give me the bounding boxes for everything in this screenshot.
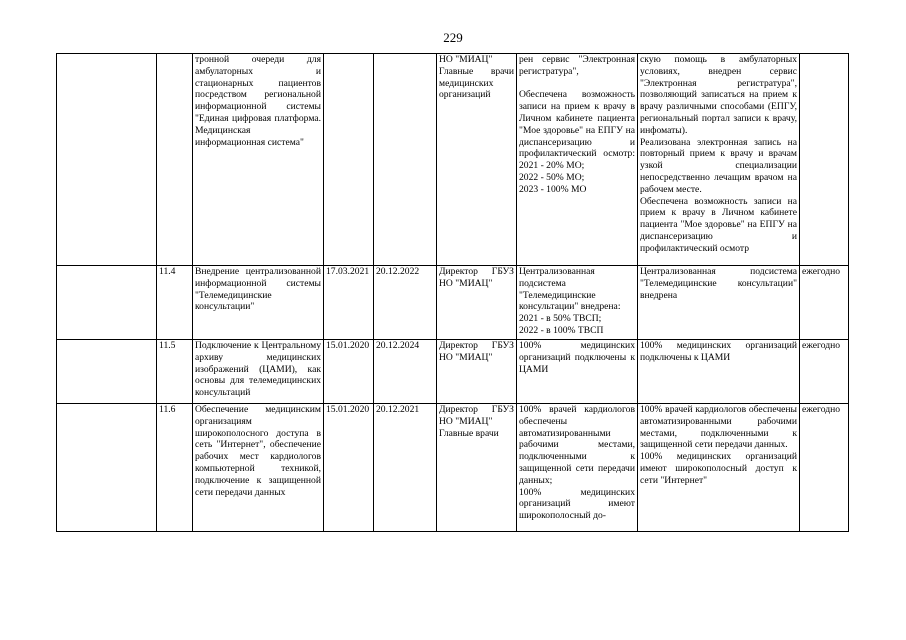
frequency-cell: ежегодно: [800, 266, 849, 340]
start-date: [324, 54, 374, 266]
result-cell: 100% медицинских организаций подключены к ЦАМИ: [638, 340, 800, 404]
blank-cell: [57, 266, 157, 340]
item-number: 11.4: [157, 266, 193, 340]
result-cell: скую помощь в амбулаторных условиях, внедрен сервис "Электронная регистратура", позволяющий записаться на прием к врачу различными способами (ЕПГУ, региональный портал записи к врачу, инфоматы). Реализована электронная запись на повторный прием к врачу и врачам узкой специализации непосредственно лечащим врачом на рабочем месте. Обеспечена возможность записи на прием к врачу в Личном кабинете пациента "Мое здоровье" на ЕПГУ на диспансеризацию и профилактический осмотр: [638, 54, 800, 266]
frequency-cell: [800, 54, 849, 266]
table-row: [57, 340, 849, 404]
start-date: 15.01.2020: [324, 340, 374, 404]
blank-cell: [57, 54, 157, 266]
end-date: 20.12.2022: [374, 266, 437, 340]
frequency-cell: ежегодно: [800, 340, 849, 404]
responsible-cell: Директор ГБУЗ НО "МИАЦ" Главные врачи: [437, 404, 517, 532]
blank-cell: [57, 340, 157, 404]
responsible-cell: Директор ГБУЗ НО "МИАЦ": [437, 266, 517, 340]
responsible-cell: Директор ГБУЗ НО "МИАЦ": [437, 340, 517, 404]
indicator-cell: 100% медицинских организаций подключены к ЦАМИ: [517, 340, 638, 404]
blank-cell: [57, 404, 157, 532]
indicator-cell: 100% врачей кардиологов обеспечены автоматизированными рабочими местами, подключенными к защищенной сети передачи данных; 100% медицинских организаций имеют широкополосный до-: [517, 404, 638, 532]
end-date: 20.12.2024: [374, 340, 437, 404]
responsible-cell: НО "МИАЦ" Главные врачи медицинских организаций: [437, 54, 517, 266]
action-cell: Внедрение централизованной информационной системы "Телемедицинские консультации": [193, 266, 324, 340]
frequency-cell: ежегодно: [800, 404, 849, 532]
item-number: [157, 54, 193, 266]
start-date: 17.03.2021: [324, 266, 374, 340]
table-row: [57, 54, 849, 266]
end-date: [374, 54, 437, 266]
table-row: [57, 266, 849, 340]
result-cell: Централизованная подсистема "Телемедицинские консультации" внедрена: [638, 266, 800, 340]
table-row: [57, 404, 849, 532]
item-number: 11.6: [157, 404, 193, 532]
result-cell: 100% врачей кардиологов обеспечены автоматизированными рабочими местами, подключенными к защищенной сети передачи данных. 100% медицинских организаций имеют широкополосный доступ к сети "Интернет": [638, 404, 800, 532]
action-cell: тронной очереди для амбулаторных и стационарных пациентов посредством региональной информационной системы "Единая цифровая платформа. Медицинская информационная система": [193, 54, 324, 266]
item-number: 11.5: [157, 340, 193, 404]
action-cell: Обеспечение медицинским организациям широкополосного доступа в сеть "Интернет", обеспечение рабочих мест кардиологов компьютерной техникой, подключение к защищенной сети передачи данных: [193, 404, 324, 532]
action-plan-table: [56, 53, 849, 532]
indicator-cell: Централизованная подсистема "Телемедицинские консультации" внедрена: 2021 - в 50% ТВСП; 2022 - в 100% ТВСП: [517, 266, 638, 340]
action-cell: Подключение к Центральному архиву медицинских изображений (ЦАМИ), как основы для телемедицинских консультаций: [193, 340, 324, 404]
indicator-cell: рен сервис "Электронная регистратура", Обеспечена возможность записи на прием к врачу в Личном кабинете пациента "Мое здоровье" на ЕПГУ на диспансеризацию и профилактический осмотр: 2021 - 20% МО; 2022 - 50% МО; 2023 - 100% МО: [517, 54, 638, 266]
start-date: 15.01.2020: [324, 404, 374, 532]
end-date: 20.12.2021: [374, 404, 437, 532]
page-number: 229: [443, 30, 463, 45]
